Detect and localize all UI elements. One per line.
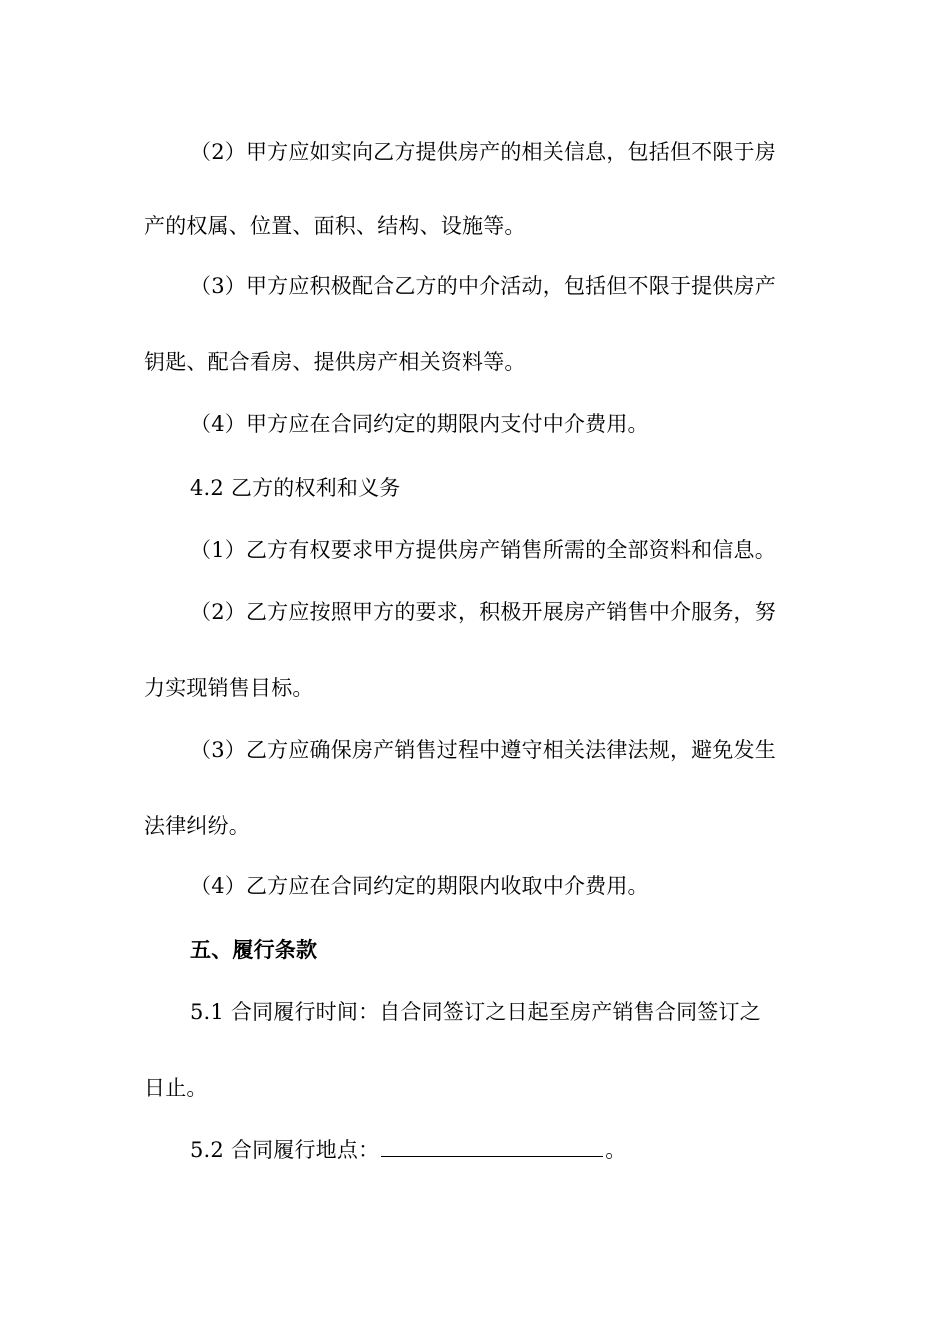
- clause-5-1-line2: 日止。: [144, 1076, 208, 1100]
- section-5-heading: 五、履行条款: [190, 937, 318, 962]
- clause-party-b-2-line2: 力实现销售目标。: [144, 676, 314, 700]
- clause-party-b-4: （4）乙方应在合同约定的期限内收取中介费用。: [190, 874, 649, 898]
- clause-party-a-2-line1: （2）甲方应如实向乙方提供房产的相关信息，包括但不限于房: [190, 140, 776, 164]
- clause-party-a-2-line2: 产的权属、位置、面积、结构、设施等。: [144, 214, 526, 238]
- clause-5-2-end-mark: 。: [605, 1138, 627, 1162]
- clause-party-b-2-line1: （2）乙方应按照甲方的要求，积极开展房产销售中介服务，努: [190, 600, 776, 624]
- clause-5-2-label: 5.2 合同履行地点：: [190, 1138, 380, 1162]
- section-4-2-heading: 4.2 乙方的权利和义务: [190, 476, 401, 500]
- clause-5-1-line1: 5.1 合同履行时间：自合同签订之日起至房产销售合同签订之: [190, 1000, 761, 1024]
- clause-party-b-3-line1: （3）乙方应确保房产销售过程中遵守相关法律法规，避免发生: [190, 738, 776, 762]
- clause-5-2: [190, 1136, 626, 1164]
- clause-party-b-3-line2: 法律纠纷。: [144, 814, 250, 838]
- clause-party-a-4: （4）甲方应在合同约定的期限内支付中介费用。: [190, 412, 649, 436]
- clause-party-a-3-line1: （3）甲方应积极配合乙方的中介活动，包括但不限于提供房产: [190, 274, 776, 298]
- clause-party-a-3-line2: 钥匙、配合看房、提供房产相关资料等。: [144, 350, 526, 374]
- location-blank-field[interactable]: [381, 1138, 603, 1157]
- clause-party-b-1: （1）乙方有权要求甲方提供房产销售所需的全部资料和信息。: [190, 538, 776, 562]
